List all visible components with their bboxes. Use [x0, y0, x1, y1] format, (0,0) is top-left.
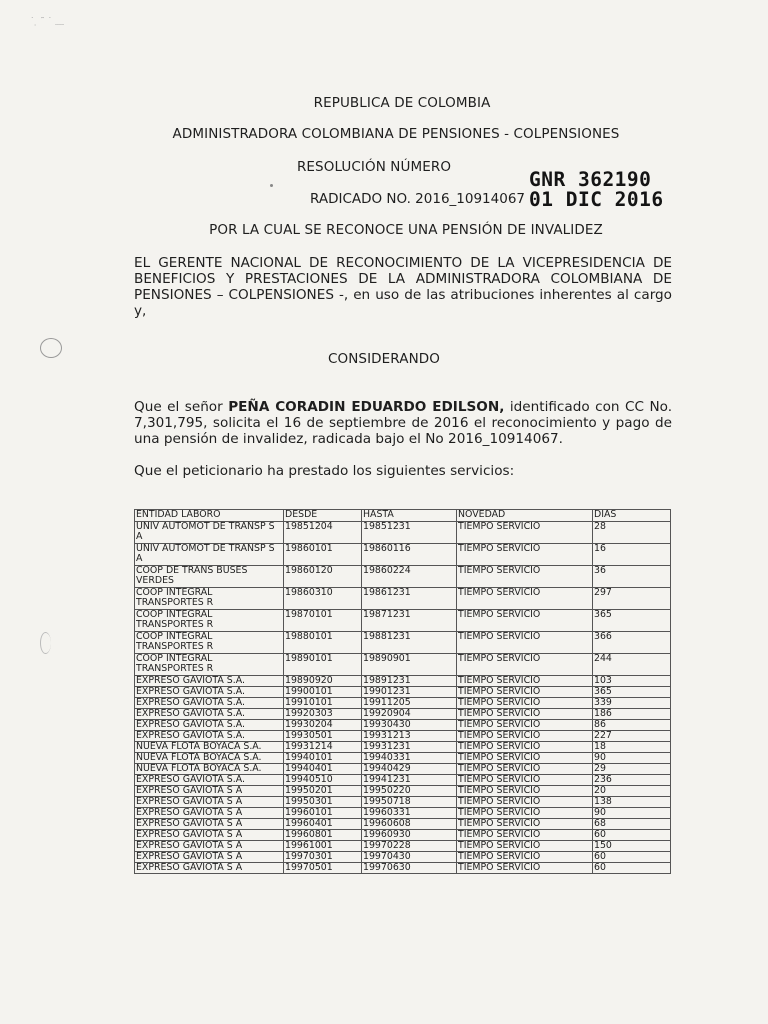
- cell-novedad: TIEMPO SERVICIO: [457, 544, 593, 566]
- cell-hasta: 19970228: [362, 841, 457, 852]
- cell-novedad: TIEMPO SERVICIO: [457, 753, 593, 764]
- claimant-prefix: Que el señor: [134, 399, 229, 415]
- cell-entidad: EXPRESO GAVIOTA S A: [135, 863, 284, 874]
- scan-corner-mark: ˙ ̣ ˜ ˙ ﹏: [30, 17, 64, 27]
- cell-desde: 19870101: [284, 610, 362, 632]
- cell-desde: 19940101: [284, 753, 362, 764]
- table-row: [135, 863, 671, 874]
- table-row: [135, 797, 671, 808]
- cell-entidad: COOP INTEGRAL TRANSPORTES R: [135, 588, 284, 610]
- cell-dias: 60: [593, 830, 671, 841]
- cell-dias: 366: [593, 632, 671, 654]
- scan-dot: [270, 184, 273, 187]
- cell-entidad: EXPRESO GAVIOTA S.A.: [135, 720, 284, 731]
- table-row: [135, 632, 671, 654]
- radicado-number: RADICADO NO. 2016_10914067: [310, 191, 525, 207]
- cell-hasta: 19920904: [362, 709, 457, 720]
- cell-novedad: TIEMPO SERVICIO: [457, 797, 593, 808]
- cell-hasta: 19950220: [362, 786, 457, 797]
- cell-desde: 19970501: [284, 863, 362, 874]
- table-row: [135, 775, 671, 786]
- cell-desde: 19940401: [284, 764, 362, 775]
- considerando-heading: CONSIDERANDO: [327, 351, 440, 367]
- cell-novedad: TIEMPO SERVICIO: [457, 808, 593, 819]
- cell-novedad: TIEMPO SERVICIO: [457, 632, 593, 654]
- cell-novedad: TIEMPO SERVICIO: [457, 852, 593, 863]
- table-row: [135, 852, 671, 863]
- cell-dias: 150: [593, 841, 671, 852]
- table-row: [135, 808, 671, 819]
- stamp-number: GNR 362190: [529, 168, 652, 191]
- table-row: [135, 819, 671, 830]
- cell-dias: 60: [593, 863, 671, 874]
- cell-dias: 16: [593, 544, 671, 566]
- table-row: [135, 687, 671, 698]
- cell-dias: 86: [593, 720, 671, 731]
- cell-desde: 19970301: [284, 852, 362, 863]
- cell-dias: 236: [593, 775, 671, 786]
- cell-entidad: COOP INTEGRAL TRANSPORTES R: [135, 610, 284, 632]
- cell-dias: 365: [593, 687, 671, 698]
- cell-entidad: EXPRESO GAVIOTA S A: [135, 852, 284, 863]
- punch-hole-mark: [40, 632, 51, 654]
- cell-entidad: NUEVA FLOTA BOYACA S.A.: [135, 742, 284, 753]
- country-heading: REPUBLICA DE COLOMBIA: [313, 95, 491, 111]
- cell-novedad: TIEMPO SERVICIO: [457, 863, 593, 874]
- cell-desde: 19920303: [284, 709, 362, 720]
- cell-entidad: COOP DE TRANS BUSES VERDES: [135, 566, 284, 588]
- cell-dias: 36: [593, 566, 671, 588]
- cell-dias: 29: [593, 764, 671, 775]
- cell-desde: 19851204: [284, 522, 362, 544]
- cell-desde: 19960401: [284, 819, 362, 830]
- cell-desde: 19940510: [284, 775, 362, 786]
- table-row: [135, 566, 671, 588]
- cell-entidad: EXPRESO GAVIOTA S A: [135, 797, 284, 808]
- cell-desde: 19961001: [284, 841, 362, 852]
- cell-novedad: TIEMPO SERVICIO: [457, 720, 593, 731]
- header-hasta: HASTA: [362, 510, 457, 522]
- cell-desde: 19910101: [284, 698, 362, 709]
- cell-hasta: 19911205: [362, 698, 457, 709]
- claimant-name: PEÑA CORADIN EDUARDO EDILSON,: [228, 399, 505, 415]
- cell-hasta: 19851231: [362, 522, 457, 544]
- cell-entidad: NUEVA FLOTA BOYACA S.A.: [135, 764, 284, 775]
- header-novedad: NOVEDAD: [457, 510, 593, 522]
- cell-hasta: 19860116: [362, 544, 457, 566]
- cell-hasta: 19941231: [362, 775, 457, 786]
- claimant-paragraph: [134, 399, 672, 431]
- cell-hasta: 19940331: [362, 753, 457, 764]
- table-row: [135, 841, 671, 852]
- cell-desde: 19890920: [284, 676, 362, 687]
- cell-novedad: TIEMPO SERVICIO: [457, 610, 593, 632]
- cell-novedad: TIEMPO SERVICIO: [457, 588, 593, 610]
- cell-entidad: COOP INTEGRAL TRANSPORTES R: [135, 654, 284, 676]
- cell-entidad: EXPRESO GAVIOTA S.A.: [135, 687, 284, 698]
- table-row: [135, 588, 671, 610]
- cell-novedad: TIEMPO SERVICIO: [457, 742, 593, 753]
- cell-desde: 19900101: [284, 687, 362, 698]
- claimant-suffix: identificado con CC No. 7,301,795, solicita el 16 de septiembre de 2016 el reconocimiento y pago de: [134, 399, 673, 431]
- cell-dias: 244: [593, 654, 671, 676]
- services-table: [134, 509, 671, 874]
- table-body: [135, 522, 671, 874]
- cell-novedad: TIEMPO SERVICIO: [457, 676, 593, 687]
- header-desde: DESDE: [284, 510, 362, 522]
- cell-dias: 60: [593, 852, 671, 863]
- cell-dias: 28: [593, 522, 671, 544]
- cell-hasta: 19940429: [362, 764, 457, 775]
- cell-hasta: 19970430: [362, 852, 457, 863]
- cell-hasta: 19950718: [362, 797, 457, 808]
- cell-hasta: 19960930: [362, 830, 457, 841]
- intro-paragraph: EL GERENTE NACIONAL DE RECONOCIMIENTO DE LA VICEPRESIDENCIA DE BENEFICIOS Y PRESTACIONES DE LA ADMINISTRADORA COLOMBIANA DE PENSIONES – COLPENSIONES -, en uso de las atribuciones inherentes al cargo: [134, 255, 672, 303]
- cell-novedad: TIEMPO SERVICIO: [457, 764, 593, 775]
- cell-entidad: UNIV AUTOMOT DE TRANSP S A: [135, 522, 284, 544]
- cell-desde: 19860120: [284, 566, 362, 588]
- cell-desde: 19950301: [284, 797, 362, 808]
- cell-dias: 68: [593, 819, 671, 830]
- cell-hasta: 19901231: [362, 687, 457, 698]
- table-row: [135, 676, 671, 687]
- cell-novedad: TIEMPO SERVICIO: [457, 775, 593, 786]
- cell-hasta: 19931231: [362, 742, 457, 753]
- cell-novedad: TIEMPO SERVICIO: [457, 709, 593, 720]
- cell-dias: 138: [593, 797, 671, 808]
- table-row: [135, 764, 671, 775]
- cell-entidad: EXPRESO GAVIOTA S.A.: [135, 709, 284, 720]
- table-row: [135, 830, 671, 841]
- cell-desde: 19930204: [284, 720, 362, 731]
- table-row: [135, 753, 671, 764]
- cell-hasta: 19960331: [362, 808, 457, 819]
- header-entidad: ENTIDAD LABORO: [135, 510, 284, 522]
- cell-novedad: TIEMPO SERVICIO: [457, 819, 593, 830]
- cell-hasta: 19881231: [362, 632, 457, 654]
- cell-desde: 19930501: [284, 731, 362, 742]
- cell-entidad: EXPRESO GAVIOTA S.A.: [135, 775, 284, 786]
- cell-dias: 186: [593, 709, 671, 720]
- cell-entidad: EXPRESO GAVIOTA S A: [135, 819, 284, 830]
- cell-hasta: 19861231: [362, 588, 457, 610]
- cell-novedad: TIEMPO SERVICIO: [457, 566, 593, 588]
- table-row: [135, 731, 671, 742]
- cell-dias: 297: [593, 588, 671, 610]
- cell-dias: 227: [593, 731, 671, 742]
- cell-desde: 19931214: [284, 742, 362, 753]
- cell-entidad: EXPRESO GAVIOTA S.A.: [135, 698, 284, 709]
- services-intro: Que el peticionario ha prestado los siguientes servicios:: [134, 463, 515, 479]
- table-header-row: [135, 510, 671, 522]
- cell-novedad: TIEMPO SERVICIO: [457, 786, 593, 797]
- table-row: [135, 709, 671, 720]
- cell-dias: 90: [593, 808, 671, 819]
- cell-hasta: 19891231: [362, 676, 457, 687]
- table-row: [135, 786, 671, 797]
- cell-hasta: 19871231: [362, 610, 457, 632]
- cell-novedad: TIEMPO SERVICIO: [457, 522, 593, 544]
- cell-entidad: EXPRESO GAVIOTA S A: [135, 830, 284, 841]
- cell-hasta: 19970630: [362, 863, 457, 874]
- cell-entidad: UNIV AUTOMOT DE TRANSP S A: [135, 544, 284, 566]
- cell-entidad: COOP INTEGRAL TRANSPORTES R: [135, 632, 284, 654]
- cell-novedad: TIEMPO SERVICIO: [457, 698, 593, 709]
- cell-entidad: EXPRESO GAVIOTA S.A.: [135, 676, 284, 687]
- table-row: [135, 742, 671, 753]
- cell-desde: 19950201: [284, 786, 362, 797]
- cell-entidad: EXPRESO GAVIOTA S A: [135, 786, 284, 797]
- cell-desde: 19960801: [284, 830, 362, 841]
- header-dias: DIAS: [593, 510, 671, 522]
- table-row: [135, 544, 671, 566]
- table-row: [135, 610, 671, 632]
- cell-desde: 19860310: [284, 588, 362, 610]
- cell-novedad: TIEMPO SERVICIO: [457, 841, 593, 852]
- intro-tail: y,: [134, 303, 147, 319]
- cell-novedad: TIEMPO SERVICIO: [457, 731, 593, 742]
- cell-hasta: 19890901: [362, 654, 457, 676]
- agency-heading: ADMINISTRADORA COLOMBIANA DE PENSIONES - COLPENSIONES: [172, 126, 620, 142]
- cell-novedad: TIEMPO SERVICIO: [457, 654, 593, 676]
- cell-hasta: 19930430: [362, 720, 457, 731]
- resolution-stamp: [529, 170, 664, 210]
- cell-dias: 103: [593, 676, 671, 687]
- cell-desde: 19860101: [284, 544, 362, 566]
- cell-novedad: TIEMPO SERVICIO: [457, 830, 593, 841]
- table-row: [135, 720, 671, 731]
- cell-hasta: 19960608: [362, 819, 457, 830]
- cell-dias: 365: [593, 610, 671, 632]
- cell-hasta: 19860224: [362, 566, 457, 588]
- cell-dias: 20: [593, 786, 671, 797]
- claimant-paragraph-end: una pensión de invalidez, radicada bajo el No 2016_10914067.: [134, 431, 563, 447]
- cell-entidad: NUEVA FLOTA BOYACA S.A.: [135, 753, 284, 764]
- cell-desde: 19960101: [284, 808, 362, 819]
- resolution-title: POR LA CUAL SE RECONOCE UNA PENSIÓN DE INVALIDEZ: [209, 222, 603, 238]
- table-row: [135, 654, 671, 676]
- table-row: [135, 522, 671, 544]
- cell-desde: 19880101: [284, 632, 362, 654]
- resolution-label: RESOLUCIÓN NÚMERO: [296, 159, 452, 175]
- cell-entidad: EXPRESO GAVIOTA S A: [135, 808, 284, 819]
- cell-novedad: TIEMPO SERVICIO: [457, 687, 593, 698]
- cell-dias: 18: [593, 742, 671, 753]
- cell-entidad: EXPRESO GAVIOTA S A: [135, 841, 284, 852]
- cell-hasta: 19931213: [362, 731, 457, 742]
- cell-entidad: EXPRESO GAVIOTA S.A.: [135, 731, 284, 742]
- table-row: [135, 698, 671, 709]
- stamp-date: 01 DIC 2016: [529, 188, 664, 211]
- cell-desde: 19890101: [284, 654, 362, 676]
- cell-dias: 339: [593, 698, 671, 709]
- cell-dias: 90: [593, 753, 671, 764]
